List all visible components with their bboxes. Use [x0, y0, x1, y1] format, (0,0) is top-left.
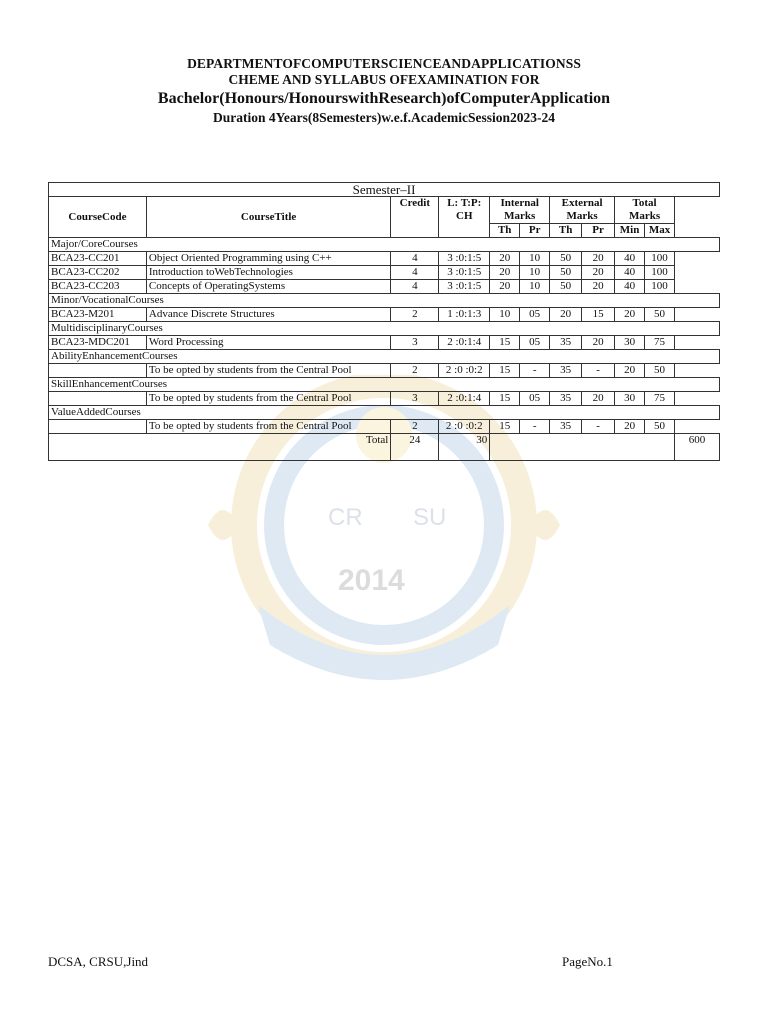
col-internal-pr: Pr [520, 224, 550, 238]
external-pr: 20 [582, 280, 615, 294]
table-row [49, 364, 720, 378]
credit: 4 [391, 266, 439, 280]
credit: 3 [391, 336, 439, 350]
total-min: 20 [615, 420, 645, 434]
footer-department: DCSA, CRSU,Jind [48, 954, 149, 969]
semester-title: Semester–II [49, 183, 720, 197]
external-pr: - [582, 420, 615, 434]
total-min: 40 [615, 280, 645, 294]
credit: 2 [391, 420, 439, 434]
header-program-title: Bachelor(Honours/HonourswithResearch)ofComputerApplication [157, 90, 611, 107]
external-th: 35 [550, 420, 582, 434]
internal-pr: 10 [520, 252, 550, 266]
total-min: 20 [615, 308, 645, 322]
external-th: 35 [550, 392, 582, 406]
ltp: 3 :0:1:5 [439, 252, 490, 266]
total-max: 100 [645, 280, 675, 294]
category-row-minor [49, 294, 720, 308]
col-ltp: L: T:P: CH [439, 197, 490, 238]
internal-pr: - [520, 364, 550, 378]
total-ch: 30 [439, 434, 490, 461]
internal-pr: 05 [520, 336, 550, 350]
ltp: 1 :0:1:3 [439, 308, 490, 322]
external-pr: 20 [582, 336, 615, 350]
course-title: Concepts of OperatingSystems [146, 280, 390, 294]
category-label: AbilityEnhancementCourses [49, 350, 720, 364]
course-title: Word Processing [146, 336, 390, 350]
credit: 4 [391, 252, 439, 266]
internal-th: 15 [490, 336, 520, 350]
table-row [49, 252, 720, 266]
total-max: 50 [645, 364, 675, 378]
total-blank [490, 434, 675, 461]
external-th: 50 [550, 280, 582, 294]
course-code: BCA23-CC203 [49, 280, 147, 294]
course-code [49, 420, 147, 434]
col-credit: Credit [391, 197, 439, 238]
external-th: 35 [550, 364, 582, 378]
syllabus-table [48, 182, 720, 461]
semester-row [49, 183, 720, 197]
total-max: 100 [645, 252, 675, 266]
ltp: 2 :0 :0:2 [439, 364, 490, 378]
credit: 2 [391, 308, 439, 322]
col-course-title: CourseTitle [146, 197, 390, 238]
total-max-marks: 600 [675, 434, 720, 461]
category-label: SkillEnhancementCourses [49, 378, 720, 392]
category-label: ValueAddedCourses [49, 406, 720, 420]
external-pr: - [582, 364, 615, 378]
header-row-1 [49, 197, 720, 224]
total-min: 40 [615, 266, 645, 280]
internal-th: 20 [490, 266, 520, 280]
seal-right-letters: SU [413, 504, 447, 531]
col-total: Total Marks [615, 197, 675, 224]
internal-th: 15 [490, 420, 520, 434]
table-row [49, 336, 720, 350]
category-label: Minor/VocationalCourses [49, 294, 720, 308]
internal-pr: 10 [520, 266, 550, 280]
table-row [49, 308, 720, 322]
footer-page-number: PageNo.1 [562, 954, 613, 969]
category-row-value-added [49, 406, 720, 420]
internal-th: 20 [490, 280, 520, 294]
col-total-max: Max [645, 224, 675, 238]
col-course-code: CourseCode [49, 197, 147, 238]
header-line-1: DEPARTMENTOFCOMPUTERSCIENCEANDAPPLICATIONSS [187, 56, 581, 71]
table-row [49, 280, 720, 294]
course-title: Advance Discrete Structures [146, 308, 390, 322]
col-external: External Marks [550, 197, 615, 224]
internal-th: 15 [490, 364, 520, 378]
total-max: 50 [645, 308, 675, 322]
course-code [49, 364, 147, 378]
seal-left-letters: CR [328, 504, 363, 531]
ltp: 2 :0:1:4 [439, 392, 490, 406]
table-row [49, 266, 720, 280]
credit: 3 [391, 392, 439, 406]
internal-pr: 10 [520, 280, 550, 294]
total-min: 30 [615, 392, 645, 406]
ltp: 2 :0 :0:2 [439, 420, 490, 434]
total-credit: 24 [391, 434, 439, 461]
category-label: MultidisciplinaryCourses [49, 322, 720, 336]
course-code [49, 392, 147, 406]
table-row [49, 392, 720, 406]
external-th: 35 [550, 336, 582, 350]
total-min: 20 [615, 364, 645, 378]
course-title: To be opted by students from the Central Pool [146, 420, 390, 434]
table-row [49, 420, 720, 434]
col-internal-th: Th [490, 224, 520, 238]
category-row-skill [49, 378, 720, 392]
total-min: 30 [615, 336, 645, 350]
external-th: 50 [550, 252, 582, 266]
course-code: BCA23-CC202 [49, 266, 147, 280]
internal-th: 10 [490, 308, 520, 322]
credit: 4 [391, 280, 439, 294]
total-max: 75 [645, 392, 675, 406]
category-row-ability [49, 350, 720, 364]
total-max: 75 [645, 336, 675, 350]
category-label: Major/CoreCourses [49, 238, 720, 252]
col-total-min: Min [615, 224, 645, 238]
course-title: To be opted by students from the Central Pool [146, 392, 390, 406]
header-duration: Duration 4Years(8Semesters)w.e.f.AcademicSession2023-24 [213, 110, 555, 125]
external-pr: 15 [582, 308, 615, 322]
ltp: 2 :0:1:4 [439, 336, 490, 350]
internal-pr: - [520, 420, 550, 434]
total-max: 100 [645, 266, 675, 280]
total-min: 40 [615, 252, 645, 266]
category-row-major [49, 238, 720, 252]
course-title: Introduction toWebTechnologies [146, 266, 390, 280]
course-code: BCA23-M201 [49, 308, 147, 322]
category-row-multidisciplinary [49, 322, 720, 336]
ltp: 3 :0:1:5 [439, 280, 490, 294]
external-pr: 20 [582, 266, 615, 280]
external-pr: 20 [582, 252, 615, 266]
total-label: Total [49, 434, 391, 461]
col-internal: Internal Marks [490, 197, 550, 224]
internal-pr: 05 [520, 392, 550, 406]
total-max: 50 [645, 420, 675, 434]
col-external-pr: Pr [582, 224, 615, 238]
course-code: BCA23-MDC201 [49, 336, 147, 350]
header-line-2: CHEME AND SYLLABUS OFEXAMINATION FOR [228, 72, 540, 87]
seal-year: 2014 [338, 564, 405, 597]
internal-th: 20 [490, 252, 520, 266]
total-row [49, 434, 720, 461]
course-code: BCA23-CC201 [49, 252, 147, 266]
ltp: 3 :0:1:5 [439, 266, 490, 280]
col-external-th: Th [550, 224, 582, 238]
internal-pr: 05 [520, 308, 550, 322]
external-th: 50 [550, 266, 582, 280]
credit: 2 [391, 364, 439, 378]
internal-th: 15 [490, 392, 520, 406]
course-title: To be opted by students from the Central Pool [146, 364, 390, 378]
course-title: Object Oriented Programming using C++ [146, 252, 390, 266]
external-pr: 20 [582, 392, 615, 406]
external-th: 20 [550, 308, 582, 322]
